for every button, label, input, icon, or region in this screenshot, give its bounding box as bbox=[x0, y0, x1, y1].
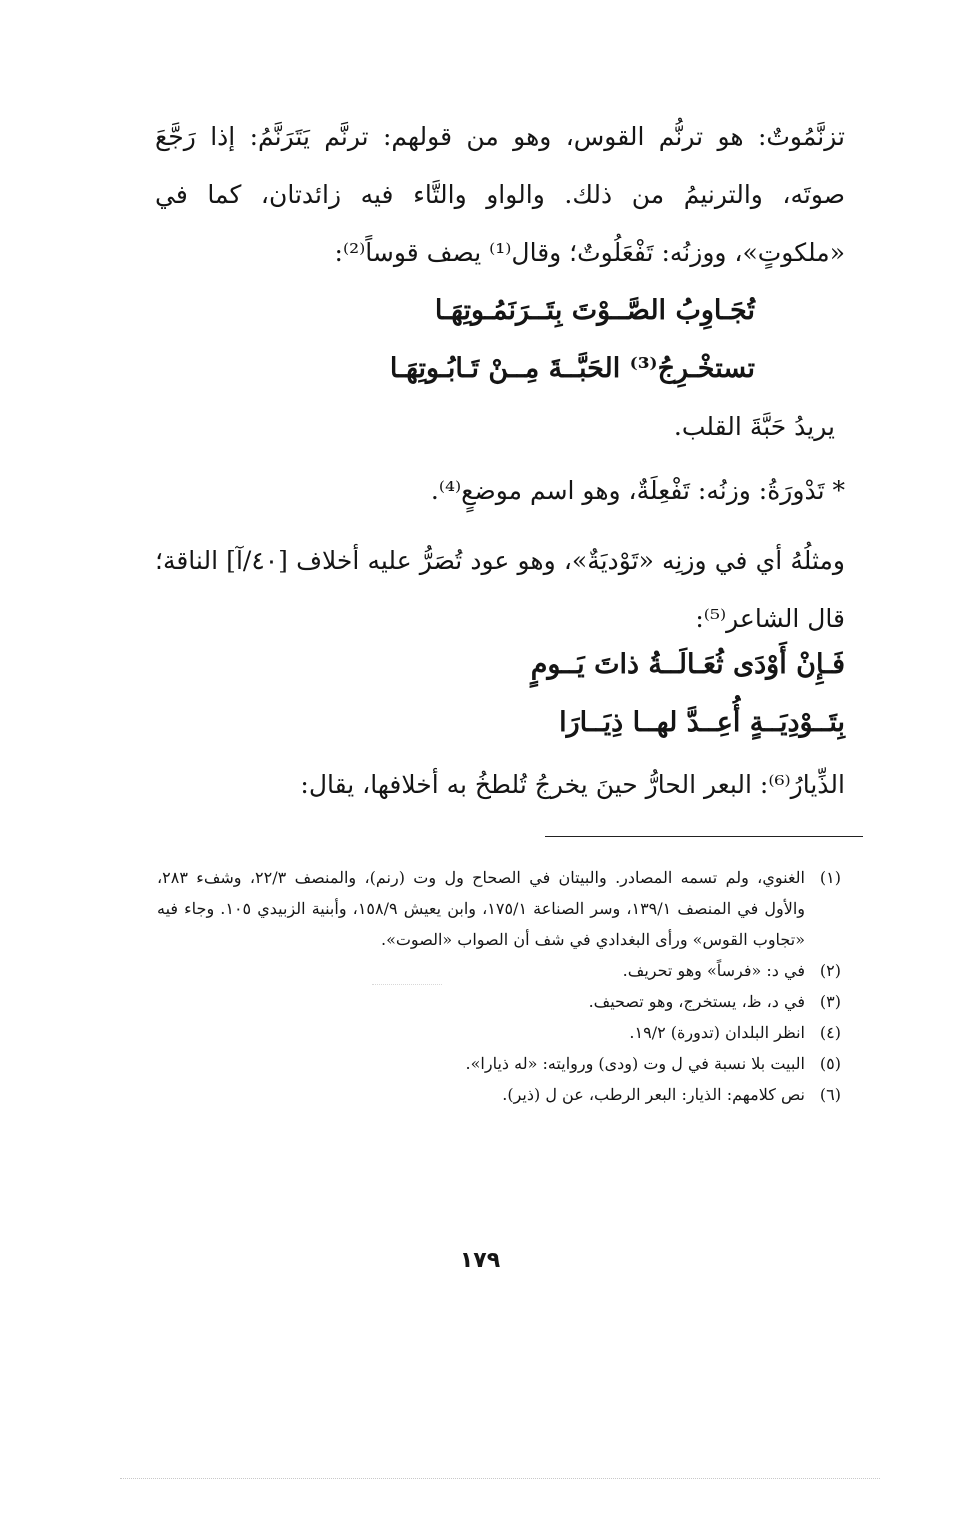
page-number: ١٧٩ bbox=[459, 1248, 501, 1273]
scan-artifact bbox=[372, 984, 442, 985]
footnote-text: نص كلامهم: الذيار: البعر الرطب، عن ل (ذير). bbox=[502, 1085, 805, 1104]
paragraph-explanation: يريدُ حَبَّةَ القلب. bbox=[673, 412, 835, 441]
footnote-text: البيت بلا نسبة في ل وت (ودى) وروايته: «له ذيارا». bbox=[465, 1054, 805, 1073]
explanation bbox=[155, 398, 845, 456]
paragraph-tawdiya: ومثلُهُ أي في وزنِه «تَوْديَةٌ»، وهو عود تُصَرُّ عليه أخلاف [٤٠/آ] الناقة؛ قال الشاعر⁽⁵⁾: bbox=[155, 546, 846, 633]
footnote-text: الغنوي، ولم تسمه المصادر. والبيتان في الصحاح ول وت (رنم)، والمنصف ٢٢/٣، وشفء ٢٨٣، والأول في المنصف ١٣٩/١، وسر الصناعة ١٧٥/١، وابن يعيش ١٥٨/٩، وأبنية الزبيدي ١٠٥. وجاء فيه «تجاوب القوس» ورأى البغدادي في شف أن الصواب «الصوت». bbox=[157, 868, 806, 949]
footnote-4 bbox=[157, 1017, 841, 1048]
verse-1-line-1: تُجَـاوِبُ الصَّــوْتَ بِتَــرَنَمُـوتِهَـا bbox=[434, 295, 755, 326]
paragraph-dhiyar: الذِّيارُ⁽⁶⁾: البعر الحارُّ حينَ يخرجُ تُلطخُ به أخلافها، يقال: bbox=[300, 770, 845, 799]
footnote-number: (٢) bbox=[819, 961, 841, 980]
footnote-2 bbox=[157, 955, 841, 986]
verse-1-line-2: تستخْـرِجُ⁽³⁾ الحَبَّــةَ مِــنْ تَـابُـوتِهَـا bbox=[389, 353, 755, 384]
scan-edge-artifact bbox=[120, 1478, 880, 1479]
verse-2-line-1: فَـإِنْ أَوْدَى ثُعَـالَــةُ ذاتَ يَــومٍ bbox=[530, 649, 845, 680]
footnote-number: (٥) bbox=[819, 1054, 841, 1073]
entry-tawdiya bbox=[155, 532, 845, 648]
footnote-number: (٤) bbox=[819, 1023, 841, 1042]
footnote-6 bbox=[157, 1079, 841, 1110]
footnote-1 bbox=[157, 862, 841, 955]
footnote-text: انظر البلدان (تدورة) ١٩/٢. bbox=[629, 1023, 805, 1042]
footnote-5 bbox=[157, 1048, 841, 1079]
footnotes bbox=[157, 862, 841, 1110]
footnote-text: في د: «فرساً» وهو تحريف. bbox=[622, 961, 805, 980]
footnote-divider bbox=[545, 836, 863, 837]
verse-2-line-2: بِتَــوْدِيَــةٍ أُعِــدَّ لهــا ذِيَــارَا bbox=[559, 707, 845, 738]
verse-2 bbox=[155, 636, 845, 752]
footnote-text: في د، ظ، يستخرج، وهو تصحيف. bbox=[588, 992, 805, 1011]
entry-dhiyar bbox=[155, 756, 845, 814]
footnote-number: (١) bbox=[819, 868, 841, 887]
main-text bbox=[155, 108, 845, 282]
entry-heading: * تَدْورَةُ: وزنُه: تَفْعِلَةٌ، وهو اسم موضعٍ⁽⁴⁾. bbox=[430, 476, 845, 505]
paragraph-tarannumut: تزنَّمُوتٌ: هو ترنُّم القوس، وهو من قولهم: ترنَّم يَتَرَنَّمُ: إذا رَجَّعَ صوتَه، والترنيمُ من ذلك. والواو والتَّاء فيه زائدتان، كما في «ملكوتٍ»، ووزنُه: تَفْعَلُوتٌ؛ وقال⁽¹⁾ يصف قوساً⁽²⁾: bbox=[155, 122, 845, 267]
footnote-3 bbox=[157, 986, 841, 1017]
entry-tadwara bbox=[155, 462, 845, 520]
footnote-number: (٦) bbox=[819, 1085, 841, 1104]
footnote-number: (٣) bbox=[819, 992, 841, 1011]
verse-1 bbox=[155, 282, 845, 398]
